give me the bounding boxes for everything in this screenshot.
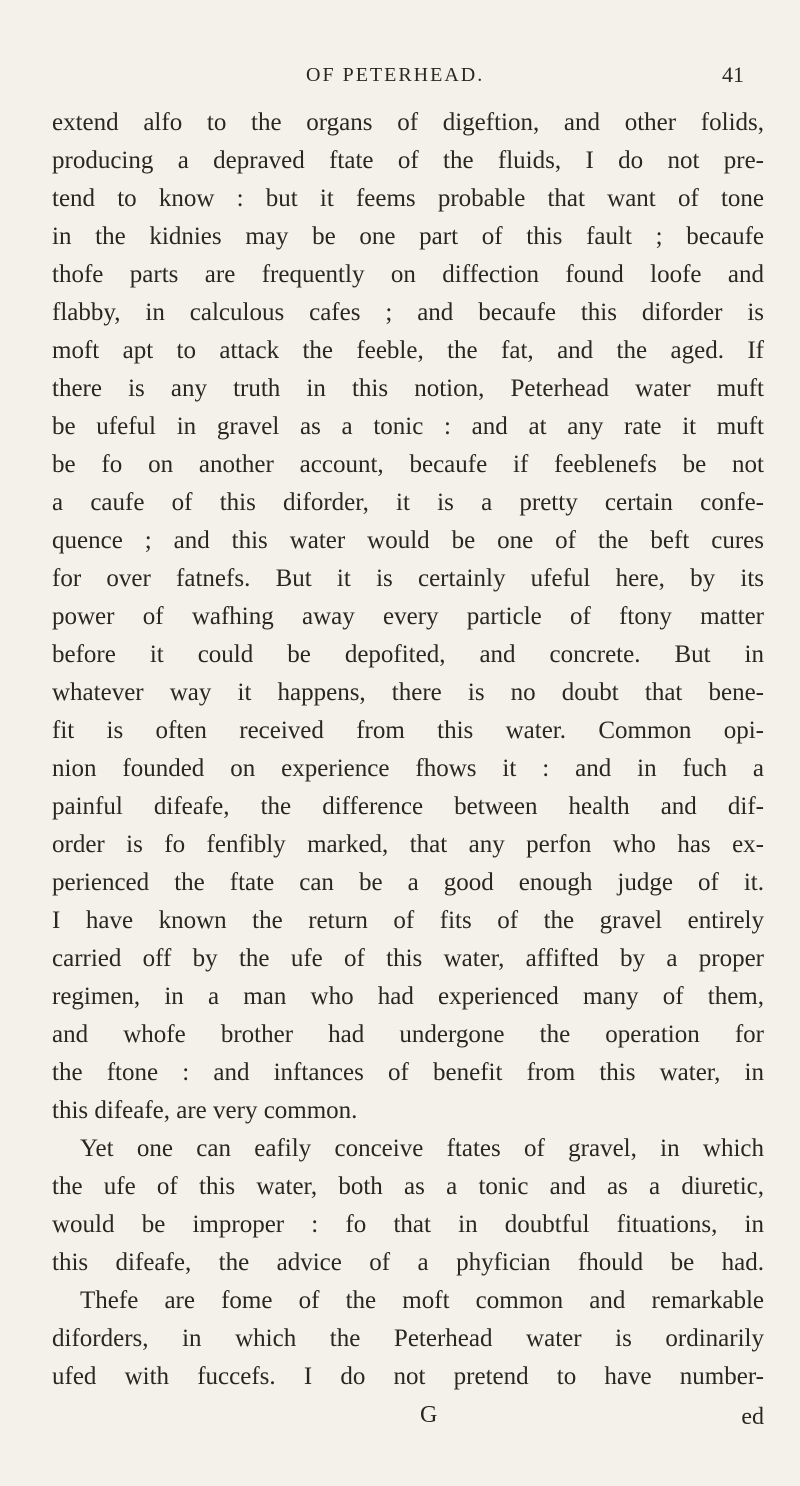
text-line: be fo on another account, becaufe if feeblenefs be not (52, 451, 764, 478)
text-line: producing a depraved ftate of the fluids, I do not pre- (52, 147, 764, 174)
text-line: power of wafhing away every particle of ftony matter (52, 603, 764, 630)
text-line: before it could be depofited, and concrete. But in (52, 641, 764, 668)
page-header (0, 58, 800, 98)
text-line: perienced the ftate can be a good enough judge of it. (52, 869, 764, 896)
text-line: ufed with fuccefs. I do not pretend to have number- (52, 1363, 764, 1390)
text-line: nion founded on experience fhows it : and in fuch a (52, 755, 764, 782)
text-line: Thefe are fome of the moft common and remarkable (80, 1287, 764, 1314)
text-line: whatever way it happens, there is no doubt that bene- (52, 679, 764, 706)
text-line: regimen, in a man who had experienced many of them, (52, 983, 764, 1010)
text-line: this difeafe, the advice of a phyfician fhould be had. (52, 1249, 764, 1276)
text-line: order is fo fenfibly marked, that any perfon who has ex- (52, 831, 764, 858)
text-line: thofe parts are frequently on diffection found loofe and (52, 261, 764, 288)
text-line: extend alfo to the organs of digeftion, and other folids, (52, 109, 764, 136)
catchword: ed (741, 1404, 764, 1430)
text-line: carried off by the ufe of this water, affifted by a proper (52, 945, 764, 972)
text-line: I have known the return of fits of the gravel entirely (52, 907, 764, 934)
text-line: there is any truth in this notion, Peterhead water muft (52, 375, 764, 402)
text-line: the ftone : and inftances of benefit from this water, in (52, 1059, 764, 1086)
body-text (52, 104, 764, 1396)
text-line: moft apt to attack the feeble, the fat, and the aged. If (52, 337, 764, 364)
text-line: diforders, in which the Peterhead water is ordinarily (52, 1325, 764, 1352)
text-line: Yet one can eafily conceive ftates of gravel, in which (80, 1135, 764, 1162)
text-line: tend to know : but it feems probable that want of tone (52, 185, 764, 212)
text-line: for over fatnefs. But it is certainly ufeful here, by its (52, 565, 764, 592)
text-line: this difeafe, are very common. (52, 1097, 358, 1124)
text-line: a caufe of this diforder, it is a pretty certain confe- (52, 489, 764, 516)
text-line: fit is often received from this water. Common opi- (52, 717, 764, 744)
text-line: in the kidnies may be one part of this fault ; becaufe (52, 223, 764, 250)
page-footer (52, 1400, 764, 1440)
text-line: and whofe brother had undergone the operation for (52, 1021, 764, 1048)
page-number: 41 (722, 62, 744, 87)
running-head: OF PETERHEAD. (306, 64, 485, 86)
text-line: quence ; and this water would be one of the beft cures (52, 527, 764, 554)
text-line: painful difeafe, the difference between health and dif- (52, 793, 764, 820)
text-line: the ufe of this water, both as a tonic and as a diuretic, (52, 1173, 764, 1200)
signature-mark: G (420, 1402, 438, 1428)
text-line: would be improper : fo that in doubtful fituations, in (52, 1211, 764, 1238)
text-line: be ufeful in gravel as a tonic : and at any rate it muft (52, 413, 764, 440)
text-line: flabby, in calculous cafes ; and becaufe this diforder is (52, 299, 764, 326)
